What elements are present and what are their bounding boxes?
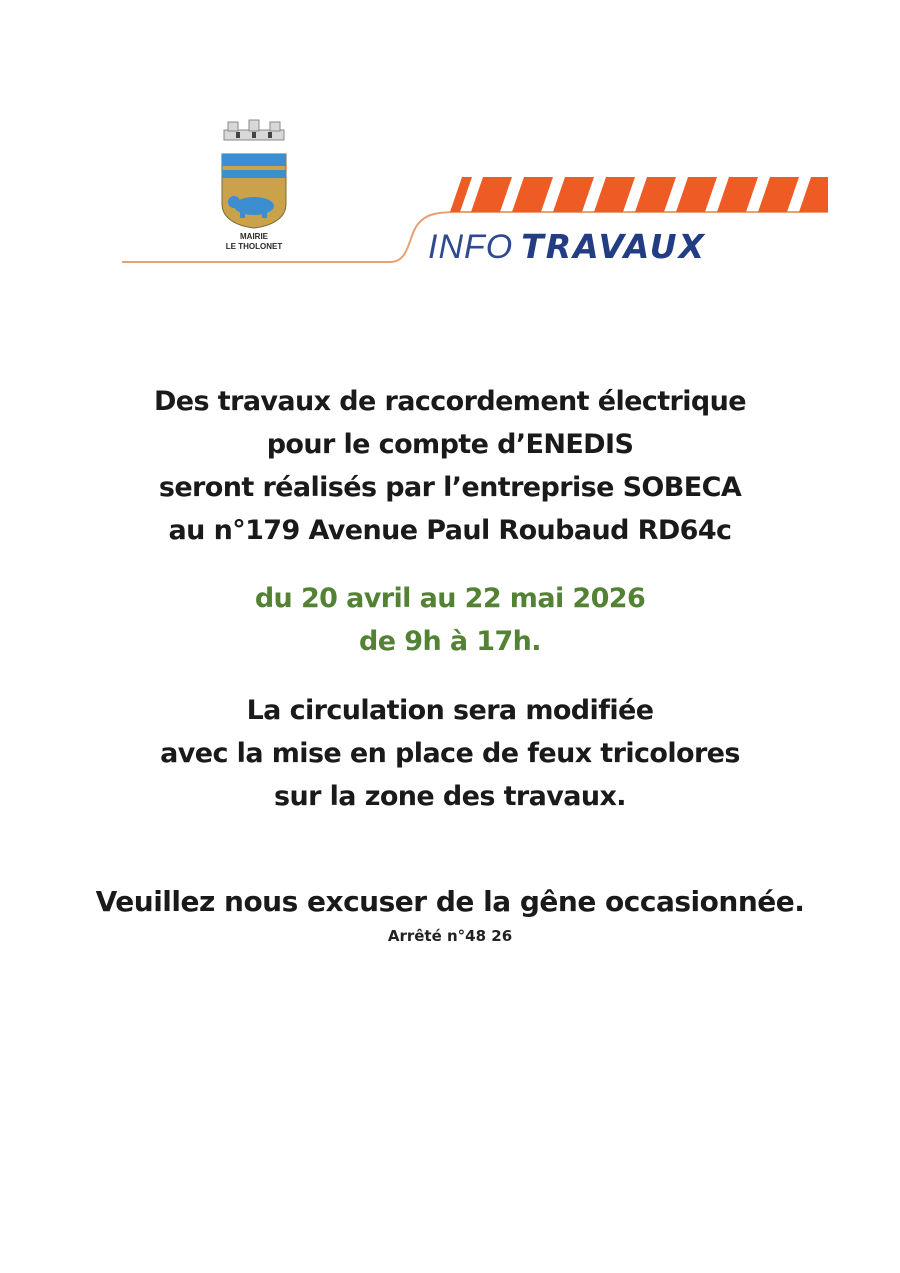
crest-label bbox=[200, 232, 308, 252]
date-paragraph bbox=[0, 577, 900, 663]
page-header bbox=[0, 0, 900, 300]
traffic-line: La circulation sera modifiée bbox=[246, 695, 654, 726]
crest-label-line1: MAIRIE bbox=[240, 232, 268, 241]
stripe-3 bbox=[512, 177, 553, 212]
arrete-number: Arrêté n°48 26 bbox=[387, 927, 513, 945]
hours-line: de 9h à 17h. bbox=[359, 626, 541, 657]
stripe-2 bbox=[471, 177, 512, 212]
stripe-8 bbox=[717, 177, 758, 212]
stripe-1 bbox=[450, 177, 472, 212]
traffic-paragraph bbox=[0, 689, 900, 818]
apology-text: Veuillez nous excuser de la gêne occasionnée. bbox=[95, 885, 805, 918]
banner-word-travaux: TRAVAUX bbox=[521, 227, 707, 266]
stripe-6 bbox=[635, 177, 676, 212]
intro-line: au n°179 Avenue Paul Roubaud RD64c bbox=[168, 515, 732, 546]
crest-label-line2: LE THOLONET bbox=[225, 242, 283, 251]
traffic-line: sur la zone des travaux. bbox=[274, 781, 626, 812]
stripe-10 bbox=[799, 177, 828, 212]
info-travaux-wordmark bbox=[428, 224, 706, 270]
intro-line: pour le compte d’ENEDIS bbox=[266, 429, 634, 460]
stripe-4 bbox=[553, 177, 594, 212]
crest-shield-icon bbox=[214, 118, 294, 230]
banner-stripes bbox=[450, 177, 828, 212]
stripe-9 bbox=[758, 177, 799, 212]
intro-line: Des travaux de raccordement électrique bbox=[154, 386, 746, 417]
intro-paragraph bbox=[0, 380, 900, 552]
notice-body bbox=[0, 380, 900, 962]
intro-line: seront réalisés par l’entreprise SOBECA bbox=[158, 472, 742, 503]
stripe-5 bbox=[594, 177, 635, 212]
banner-word-info: INFO bbox=[428, 228, 514, 266]
date-range-line: du 20 avril au 22 mai 2026 bbox=[254, 583, 646, 614]
stripe-7 bbox=[676, 177, 717, 212]
traffic-line: avec la mise en place de feux tricolores bbox=[160, 738, 740, 769]
